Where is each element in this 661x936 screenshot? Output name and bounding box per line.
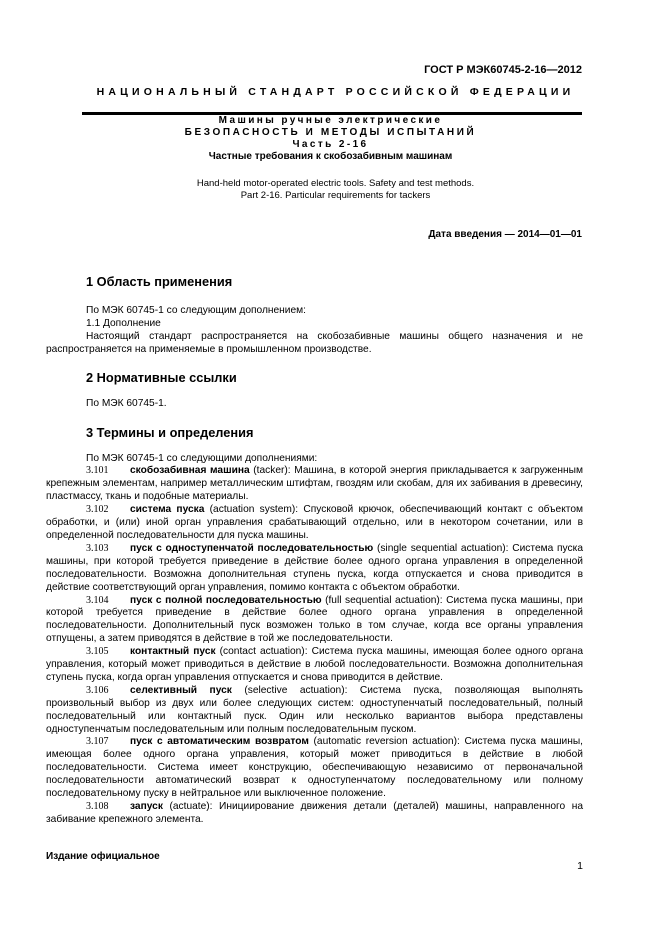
term-number: 3.108 bbox=[86, 801, 109, 812]
section-2-heading: 2 Нормативные ссылки bbox=[86, 369, 237, 385]
term-name: пуск с одноступенчатой последовательностью bbox=[130, 542, 374, 554]
term-text: (contact actuation): Система пуска машины, имеющая более одного органа управления, который может приводиться в действие в любой последовательности. Возможна дополнительная ступень пуска, когда орган управления отпускается и снова приводится в действие. bbox=[46, 646, 583, 683]
page-number: 1 bbox=[577, 860, 583, 872]
term-name: пуск с полной последовательностью bbox=[130, 594, 322, 606]
term-text: (single sequential actuation): Система пуска машины, при которой требуется приведение в действие более одного органа управления в определенной последовательности. Возможна дополнительная ступень пуска, когда отпускается и снова приводится в действие соответствующий орган управления, помимо контакта с объектом обработки. bbox=[46, 542, 583, 593]
term-number: 3.104 bbox=[86, 594, 109, 606]
section-2-paragraph: По МЭК 60745-1. bbox=[86, 397, 167, 409]
title-line-3: Часть 2-16 bbox=[292, 139, 369, 150]
term-number: 3.101 bbox=[86, 465, 109, 477]
term-number: 3.105 bbox=[86, 646, 109, 658]
title-line-1: Машины ручные электрические bbox=[218, 115, 443, 126]
section-1-paragraph: 1.1 Дополнение bbox=[86, 317, 161, 329]
term-text: (actuate): Инициирование движения детали (деталей) машины, направленного на забивание крепежного элемента. bbox=[46, 801, 583, 825]
term-text: (tacker): Машина, в которой энергия прикладывается к загруженным крепежным элементам, например металлическим штифтам, гвоздям или скобам, для их забивания в древесину, пластмассу, ткань и подобные материалы. bbox=[46, 465, 583, 503]
title-line-2: БЕЗОПАСНОСТЬ И МЕТОДЫ ИСПЫТАНИЙ bbox=[184, 127, 477, 138]
term-name: селективный пуск bbox=[130, 684, 232, 696]
term-name: запуск bbox=[130, 801, 163, 812]
term-name: пуск с автоматическим возвратом bbox=[130, 736, 309, 748]
term-definition bbox=[46, 595, 583, 647]
term-definition bbox=[46, 504, 583, 543]
document-number: ГОСТ Р МЭК60745-2-16—2012 bbox=[424, 64, 582, 76]
term-definition bbox=[46, 736, 583, 801]
term-name: система пуска bbox=[130, 504, 205, 516]
national-standard-heading: НАЦИОНАЛЬНЫЙ СТАНДАРТ РОССИЙСКОЙ ФЕДЕРАЦИИ bbox=[96, 86, 575, 98]
section-1-heading: 1 Область применения bbox=[86, 274, 233, 289]
term-number: 3.106 bbox=[86, 684, 109, 696]
title-line-4: Частные требования к скобозабивным машинам bbox=[208, 151, 453, 162]
term-number: 3.107 bbox=[86, 736, 109, 748]
term-text: (actuation system): Спусковой крючок, обеспечивающий контакт с объектом обработки, и (или) иной орган управления срабатывающий отдельно, или в некотором сочетании, или в определенной последовательности для пуска машины. bbox=[46, 504, 583, 541]
term-definition bbox=[46, 646, 583, 685]
term-text: (automatic reversion actuation): Система пуска машины, имеющая более одного органа управления, который может приводиться в действие в любой последовательности. Система имеет конструкцию, обеспечивающую независимо от первоначальной последовательности автоматический возврат к одноступенчатому последовательному или полному последовательному пуску в нейтральное или выключенное положение. bbox=[46, 736, 584, 800]
standard-title bbox=[0, 115, 661, 163]
term-name: контактный пуск bbox=[130, 646, 216, 658]
term-definition bbox=[46, 543, 583, 595]
term-text: (selective actuation): Система пуска, позволяющая выполнять произвольный выбор из двух или более следующих систем: одноступенчатый последовательный, полный последовательный или контактный пуск. Один или несколько вариантов выбора представлены одноступенчатым последовательным или полным последовательным пуском. bbox=[46, 684, 583, 735]
term-definition bbox=[46, 801, 583, 827]
english-title bbox=[0, 178, 661, 201]
section-3-intro: По МЭК 60745-1 со следующими дополнениями: bbox=[86, 452, 318, 464]
term-name: скобозабивная машина bbox=[130, 465, 250, 477]
english-title-line-1: Hand-held motor-operated electric tools. Safety and test methods. bbox=[196, 178, 475, 189]
introduction-date: Дата введения — 2014—01—01 bbox=[428, 229, 582, 240]
term-definition bbox=[46, 465, 583, 504]
english-title-line-2: Part 2-16. Particular requirements for tackers bbox=[240, 189, 431, 201]
official-edition-label: Издание официальное bbox=[46, 851, 160, 862]
document-body bbox=[46, 274, 583, 827]
section-1-paragraph: По МЭК 60745-1 со следующим дополнением: bbox=[86, 305, 307, 316]
section-3-heading: 3 Термины и определения bbox=[86, 424, 254, 440]
term-definition bbox=[46, 685, 583, 737]
section-1-paragraph: Настоящий стандарт распространяется на скобозабивные машины общего назначения и не распространяется на применяемые в промышленном производстве. bbox=[46, 330, 583, 355]
term-number: 3.102 bbox=[86, 504, 109, 516]
term-number: 3.103 bbox=[86, 542, 109, 554]
term-text: (full sequential actuation): Система пуска машины, при которой требуется приведение в действие более одного органа управления в определенной последовательности. Дополнительный пуск возможен только в том случае, когда все органы управления отпущены, а затем приводятся в действие в той же последовательности. bbox=[46, 594, 583, 645]
